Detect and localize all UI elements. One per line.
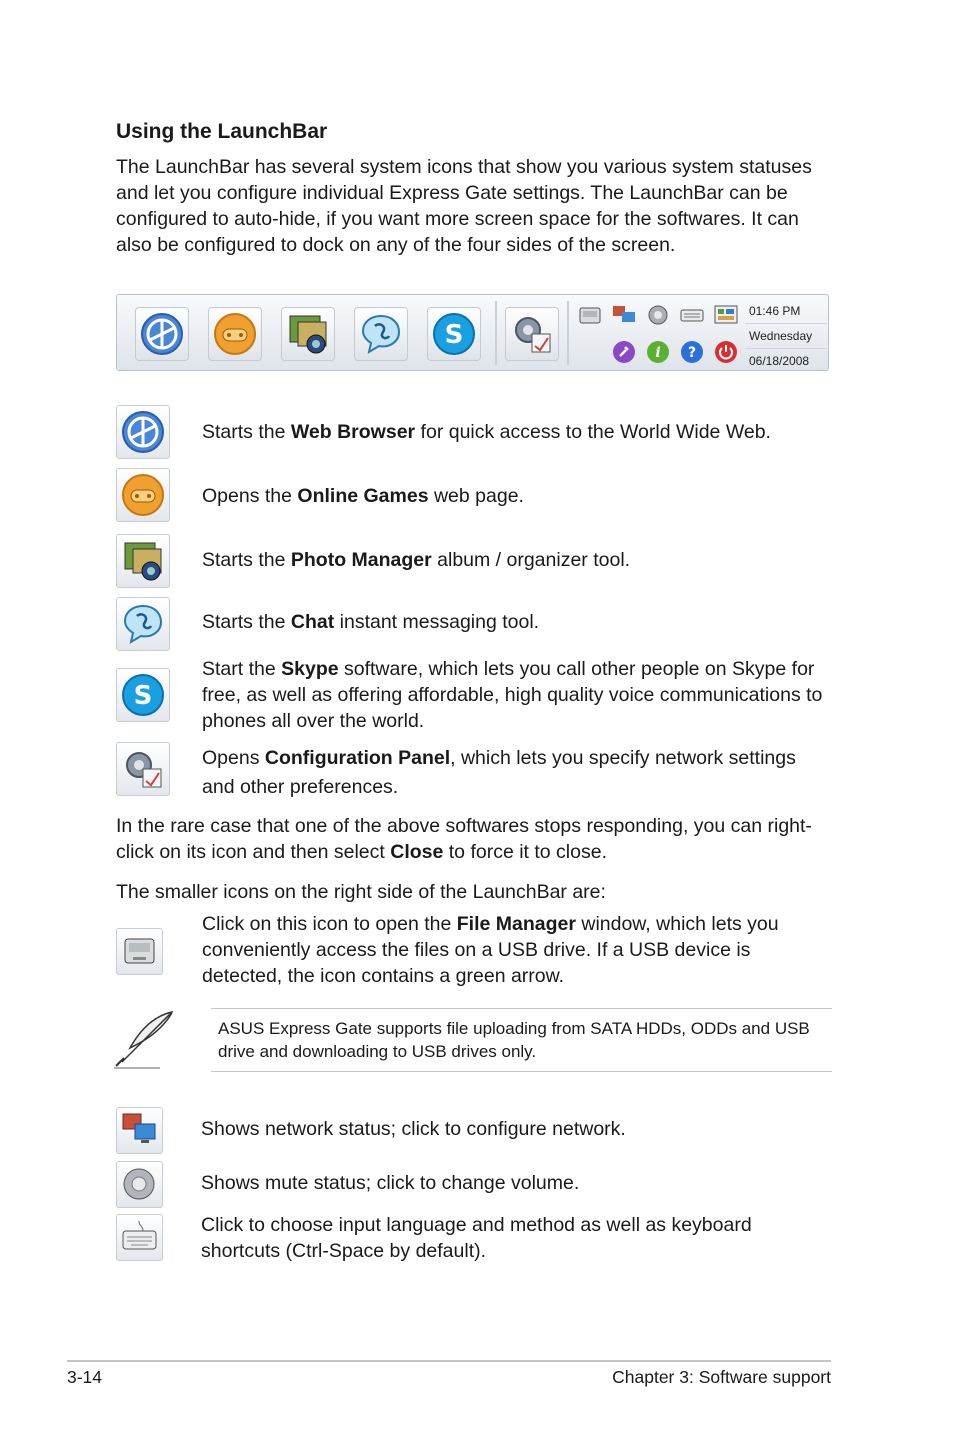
chat-icon — [116, 597, 170, 651]
item-configuration-panel: Opens Configuration Panel, which lets you specify network settings and other preferences. — [202, 747, 796, 798]
chapter-title: Chapter 3: Software support — [612, 1367, 831, 1387]
keyboard-small-icon — [679, 303, 705, 327]
clock-time: 01:46 PM — [745, 299, 827, 324]
item-web-browser: Starts the Web Browser for quick access to the World Wide Web. — [202, 421, 771, 443]
screen-small-icon — [713, 303, 739, 327]
page-number: 3-14 — [67, 1367, 103, 1387]
chat-icon — [354, 307, 408, 361]
games-icon — [208, 307, 262, 361]
file-manager-icon — [116, 928, 163, 975]
item-online-games: Opens the Online Games web page. — [202, 485, 524, 507]
volume-small-icon — [645, 303, 671, 327]
launchbar-separator — [567, 301, 569, 365]
photo-manager-icon — [116, 534, 170, 588]
footer-rule — [67, 1360, 831, 1362]
svg-text:S: S — [444, 320, 464, 350]
note-top-rule — [211, 1008, 832, 1009]
keyboard-icon — [116, 1214, 163, 1261]
network-small-icon — [611, 303, 637, 327]
skype-icon — [116, 668, 170, 722]
item-file-manager: Click on this icon to open the File Manager window, which lets you conveniently access the files on a USB drive. If a USB device is detected, the icon contains a green arrow. — [202, 913, 779, 987]
note-bottom-rule — [211, 1071, 832, 1072]
info-round-icon — [645, 340, 671, 364]
intro-paragraph: The LaunchBar has several system icons that show you various system statuses and let you configure individual Express Gate settings. The LaunchBar can be configured to auto-hide, if you want more screen space for the softwares. It can also be configured to dock on any of the four sides of the screen. — [116, 156, 812, 256]
file-manager-small-icon — [577, 303, 603, 327]
item-network: Shows network status; click to configure network. — [201, 1118, 626, 1140]
svg-text:i: i — [655, 345, 661, 361]
svg-text:?: ? — [687, 345, 697, 361]
item-chat: Starts the Chat instant messaging tool. — [202, 611, 540, 633]
svg-text:S: S — [133, 681, 153, 711]
volume-icon — [116, 1161, 163, 1208]
web-browser-icon — [135, 307, 189, 361]
games-icon — [116, 468, 170, 522]
launchbar-separator — [495, 301, 497, 365]
skype-icon — [427, 307, 481, 361]
launchbar-image — [116, 294, 829, 371]
photo-manager-icon — [281, 307, 335, 361]
item-keyboard: Click to choose input language and method as well as keyboard shortcuts (Ctrl-Space by default). — [201, 1214, 752, 1262]
network-icon — [116, 1107, 163, 1154]
help-round-icon — [679, 340, 705, 364]
smaller-icons-intro: The smaller icons on the right side of the LaunchBar are: — [116, 881, 606, 903]
clock-date: 06/18/2008 — [749, 354, 810, 368]
web-browser-icon — [116, 405, 170, 459]
item-volume: Shows mute status; click to change volume. — [201, 1172, 580, 1194]
clock-day: Wednesday — [745, 324, 827, 349]
section-title: Using the LaunchBar — [116, 120, 328, 143]
configuration-panel-icon — [505, 307, 559, 361]
note-text: ASUS Express Gate supports file uploading from SATA HDDs, ODDs and USB drive and downloading to USB drives only. — [218, 1019, 810, 1061]
item-photo-manager: Starts the Photo Manager album / organizer tool. — [202, 549, 631, 571]
configuration-panel-icon — [116, 742, 170, 796]
settings-round-icon — [611, 340, 637, 364]
launchbar-clock — [745, 299, 827, 373]
power-round-icon — [713, 340, 739, 364]
close-paragraph: In the rare case that one of the above softwares stops responding, you can right-click on its icon and then select Close to force it to close. — [116, 815, 812, 863]
item-skype: Start the Skype software, which lets you call other people on Skype for free, as well as offering affordable, high quality voice communications to phones all over the world. — [202, 658, 823, 732]
note-feather-icon — [114, 1008, 178, 1075]
